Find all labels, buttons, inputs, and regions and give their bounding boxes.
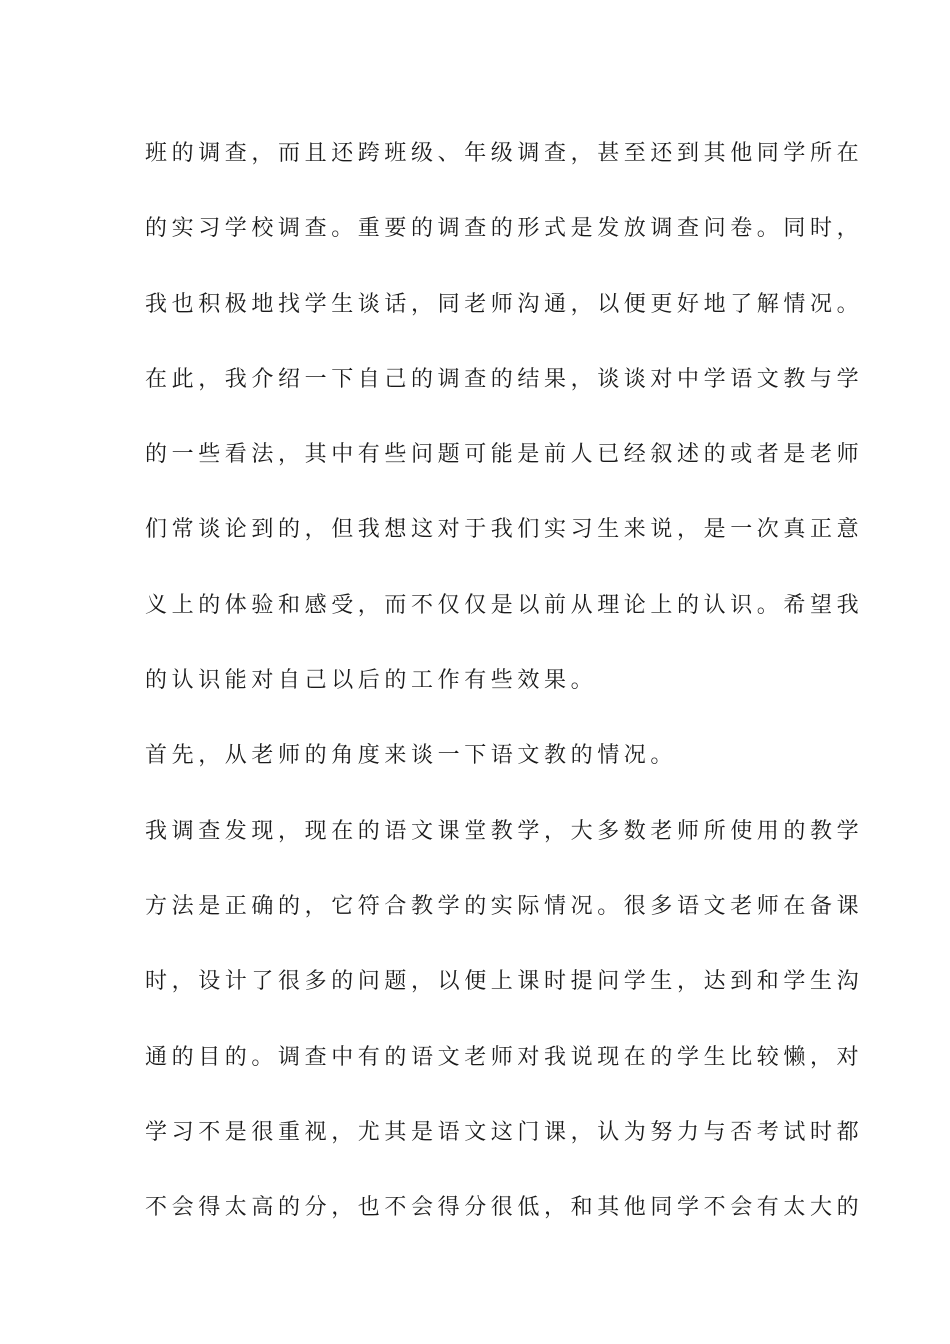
text-line: 首先，从老师的角度来谈一下语文教的情况。 (145, 743, 678, 769)
text-line: 我调查发现，现在的语文课堂教学，大多数老师所使用的教学 (145, 818, 864, 844)
text-line: 学习不是很重视，尤其是语文这门课，认为努力与否考试时都 (145, 1119, 864, 1145)
text-line: 时，设计了很多的问题，以便上课时提问学生，达到和学生沟 (145, 969, 864, 995)
text-line: 方法是正确的，它符合教学的实际情况。很多语文老师在备课 (145, 893, 864, 919)
text-line: 班的调查，而且还跨班级、年级调查，甚至还到其他同学所在 (145, 141, 864, 166)
text-line: 们常谈论到的，但我想这对于我们实习生来说，是一次真正意 (145, 517, 864, 543)
text-line: 义上的体验和感受，而不仅仅是以前从理论上的认识。希望我 (145, 592, 864, 618)
body-text (145, 128, 864, 1257)
text-line: 我也积极地找学生谈话，同老师沟通，以便更好地了解情况。 (145, 291, 864, 317)
text-line: 通的目的。调查中有的语文老师对我说现在的学生比较懒，对 (145, 1044, 864, 1070)
text-line: 的一些看法，其中有些问题可能是前人已经叙述的或者是老师 (145, 442, 864, 468)
text-line: 的认识能对自己以后的工作有些效果。 (145, 668, 598, 694)
text-line: 在此，我介绍一下自己的调查的结果，谈谈对中学语文教与学 (145, 366, 864, 392)
text-line: 不会得太高的分，也不会得分很低，和其他同学不会有太大的 (145, 1195, 864, 1221)
text-line: 的实习学校调查。重要的调查的形式是发放调查问卷。同时， (145, 216, 864, 242)
